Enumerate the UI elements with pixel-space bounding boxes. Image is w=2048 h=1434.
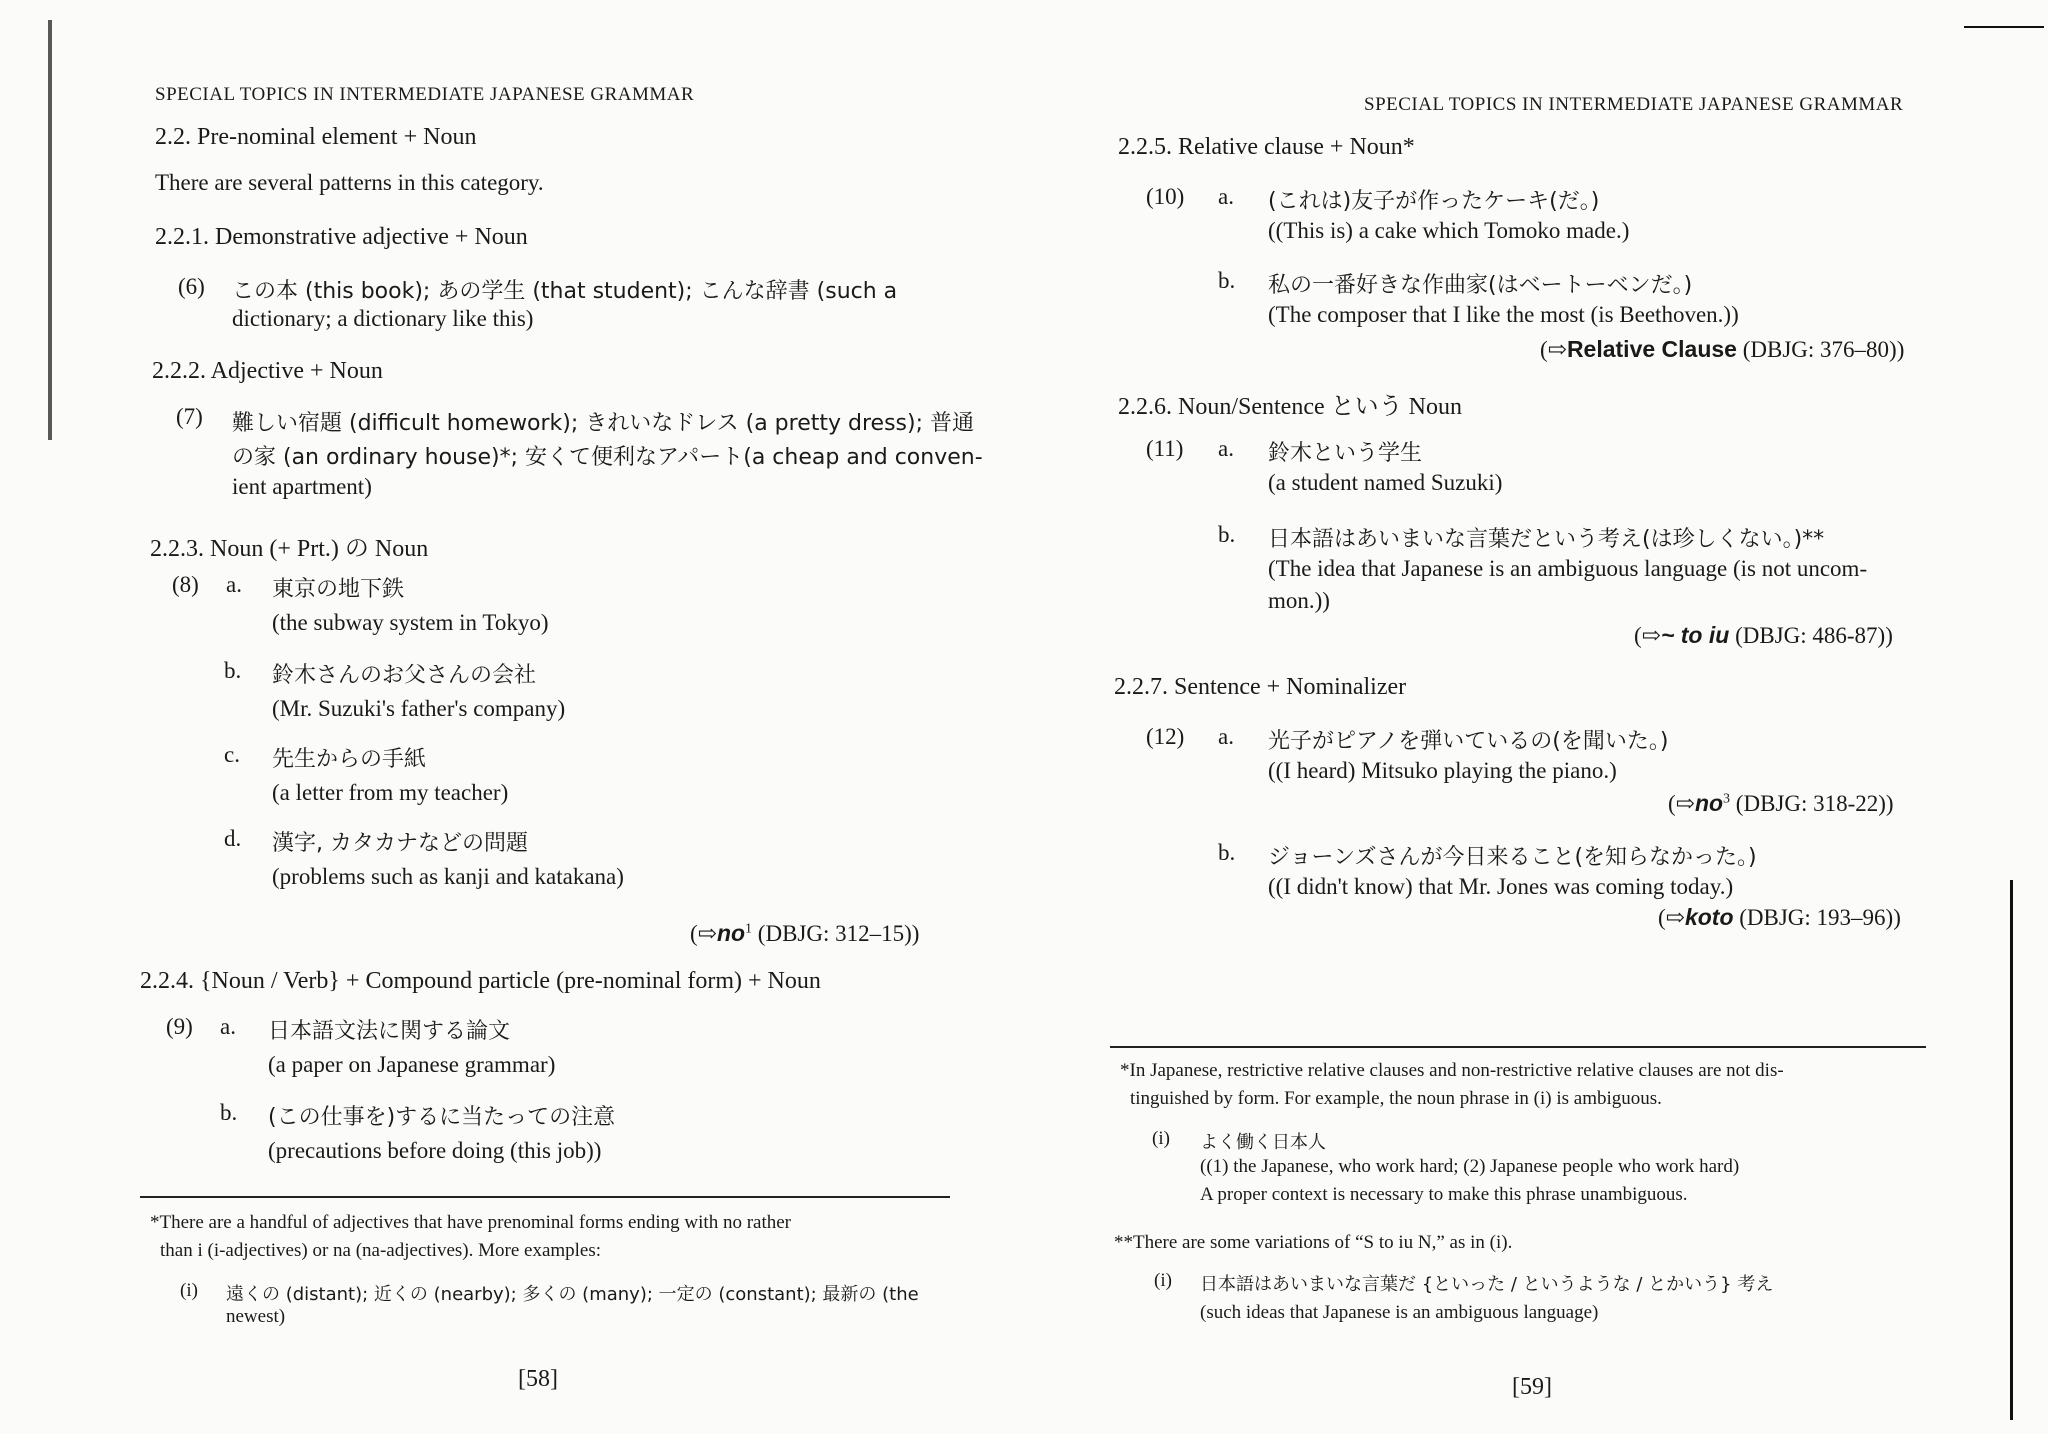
example-10b-jp: 私の一番好きな作曲家(はベートーベンだ。) [1268,273,1693,298]
example-11b-jp: 日本語はあいまいな言葉だという考え(は珍しくない。)** [1268,527,1825,552]
example-number: (8) [172,572,199,597]
item-label: b. [224,658,242,683]
section-heading-2-2-3: 2.2.3. Noun (+ Prt.) の Noun [150,536,429,562]
item-label: a. [1218,184,1234,209]
section-heading-2-2-7: 2.2.7. Sentence + Nominalizer [1114,674,1407,700]
example-7-line3: ient apartment) [232,474,372,499]
example-8a-en: (the subway system in Tokyo) [272,610,549,635]
footnote2-example-en: (such ideas that Japanese is an ambiguous language) [1200,1302,1599,1323]
example-11b-en2: mon.)) [1268,588,1330,613]
footnote-line2: than i (i-adjectives) or na (na-adjectives). More examples: [160,1240,602,1261]
reference-source: (DBJG: 486-87)) [1735,623,1893,648]
example-6-line2: dictionary; a dictionary like this) [232,306,534,331]
example-12b-jp: ジョーンズさんが今日来ること(を知らなかった。) [1268,845,1757,870]
footnote-example-jp: よく働く日本人 [1200,1132,1326,1153]
example-7-line2: の家 (an ordinary house)*; 安くて便利なアパート(a cheap and conven- [232,445,983,470]
item-label: a. [1218,724,1234,749]
footnote-item-label: (i) [180,1280,198,1301]
example-8a-jp: 東京の地下鉄 [272,577,405,602]
example-number: (6) [178,274,205,299]
item-label: b. [1218,522,1236,547]
cross-reference [1668,790,1894,817]
reference-keyword: ~ to iu [1660,622,1730,648]
reference-superscript: 3 [1723,791,1731,807]
arrow-icon: (⇨ [1658,905,1685,930]
footnote2-example-jp: 日本語はあいまいな言葉だ {といった / というような / とかいう} 考え [1200,1274,1774,1295]
page-number: [58] [518,1366,558,1392]
example-8b-jp: 鈴木さんのお父さんの会社 [272,663,537,688]
example-8b-en: (Mr. Suzuki's father's company) [272,696,566,721]
example-number: (12) [1146,724,1185,749]
section-heading-2-2-4: 2.2.4. {Noun / Verb} + Compound particle (pre-nominal form) + Noun [140,968,821,994]
arrow-icon: (⇨ [1634,623,1661,648]
footnote-item-label: (i) [1152,1128,1170,1149]
example-10b-en: (The composer that I like the most (is Beethoven.)) [1268,302,1739,327]
example-11b-en1: (The idea that Japanese is an ambiguous language (is not uncom- [1268,556,1868,581]
section-heading-2-2-2: 2.2.2. Adjective + Noun [152,358,383,384]
item-label: a. [226,572,242,597]
footnote2-line1: **There are some variations of “S to iu N,” as in (i). [1114,1232,1513,1253]
example-number: (9) [166,1014,193,1039]
section-intro: There are several patterns in this category. [155,170,544,195]
reference-keyword: no [1694,790,1724,816]
reference-keyword: koto [1684,904,1734,930]
footnote-example-line1: 遠くの (distant); 近くの (nearby); 多くの (many); 一定の (constant); 最新の (the [226,1284,919,1305]
example-number: (10) [1146,184,1185,209]
example-12a-jp: 光子がピアノを弾いているの(を聞いた。) [1268,729,1669,754]
item-label: c. [224,742,240,767]
footnote-divider [1110,1046,1926,1048]
example-8c-en: (a letter from my teacher) [272,780,509,805]
item-label: b. [1218,840,1236,865]
example-number: (11) [1146,436,1184,461]
example-10a-jp: (これは)友子が作ったケーキ(だ。) [1268,189,1600,214]
example-10a-en: ((This is) a cake which Tomoko made.) [1268,218,1630,243]
cross-reference [1540,336,1904,363]
scan-edge-line [2010,880,2013,1420]
reference-source: (DBJG: 193–96)) [1739,905,1901,930]
example-12a-en: ((I heard) Mitsuko playing the piano.) [1268,758,1617,783]
section-heading-2-2-1: 2.2.1. Demonstrative adjective + Noun [155,224,528,250]
example-number: (7) [176,404,203,429]
example-9b-jp: (この仕事を)するに当たっての注意 [268,1105,616,1130]
arrow-icon: (⇨ [1668,791,1695,816]
scan-binding-shadow [48,20,52,440]
item-label: b. [220,1100,238,1125]
footnote-line2: tinguished by form. For example, the noun phrase in (i) is ambiguous. [1130,1088,1662,1109]
reference-superscript: 1 [745,921,753,937]
section-heading-2-2: 2.2. Pre-nominal element + Noun [155,124,477,150]
item-label: d. [224,826,242,851]
reference-keyword: no [716,920,746,946]
example-11a-jp: 鈴木という学生 [1268,441,1423,466]
example-6-line1: この本 (this book); あの学生 (that student); こんな辞書 (such a [232,279,898,304]
footnote-line1: *There are a handful of adjectives that have prenominal forms ending with no rather [150,1212,792,1233]
footnote-line1: *In Japanese, restrictive relative clauses and non-restrictive relative clauses are not dis- [1120,1060,1784,1081]
arrow-icon: (⇨ [1540,337,1567,362]
footnote-example-en2: A proper context is necessary to make this phrase unambiguous. [1200,1184,1688,1205]
cross-reference [1634,622,1893,649]
example-8c-jp: 先生からの手紙 [272,747,427,772]
example-9b-en: (precautions before doing (this job)) [268,1138,602,1163]
reference-source: (DBJG: 312–15)) [757,921,920,946]
footnote-example-en1: ((1) the Japanese, who work hard; (2) Japanese people who work hard) [1200,1156,1740,1177]
footnote-item-label: (i) [1154,1270,1172,1291]
example-11a-en: (a student named Suzuki) [1268,470,1503,495]
example-7-line1: 難しい宿題 (difficult homework); きれいなドレス (a pretty dress); 普通 [232,411,974,436]
footnote-example-line2: newest) [226,1306,286,1327]
example-12b-en: ((I didn't know) that Mr. Jones was coming today.) [1268,874,1734,899]
example-8d-en: (problems such as kanji and katakana) [272,864,624,889]
item-label: b. [1218,268,1236,293]
cross-reference [1658,904,1901,931]
example-9a-en: (a paper on Japanese grammar) [268,1052,556,1077]
page-number: [59] [1512,1374,1552,1400]
scan-edge-mark [1964,26,2044,28]
running-header: SPECIAL TOPICS IN INTERMEDIATE JAPANESE GRAMMAR [1364,94,1904,115]
reference-keyword: Relative Clause [1566,336,1737,362]
example-8d-jp: 漢字, カタカナなどの問題 [272,831,528,856]
cross-reference [690,920,919,947]
reference-source: (DBJG: 318-22)) [1735,791,1894,816]
section-heading-2-2-5: 2.2.5. Relative clause + Noun* [1118,134,1415,160]
arrow-icon: (⇨ [690,921,717,946]
item-label: a. [1218,436,1234,461]
running-header: SPECIAL TOPICS IN INTERMEDIATE JAPANESE GRAMMAR [155,84,695,105]
footnote-divider [140,1196,950,1198]
example-9a-jp: 日本語文法に関する論文 [268,1019,511,1044]
item-label: a. [220,1014,236,1039]
right-page [1024,0,2048,1434]
section-heading-2-2-6: 2.2.6. Noun/Sentence という Noun [1118,394,1462,420]
reference-source: (DBJG: 376–80)) [1742,337,1905,362]
